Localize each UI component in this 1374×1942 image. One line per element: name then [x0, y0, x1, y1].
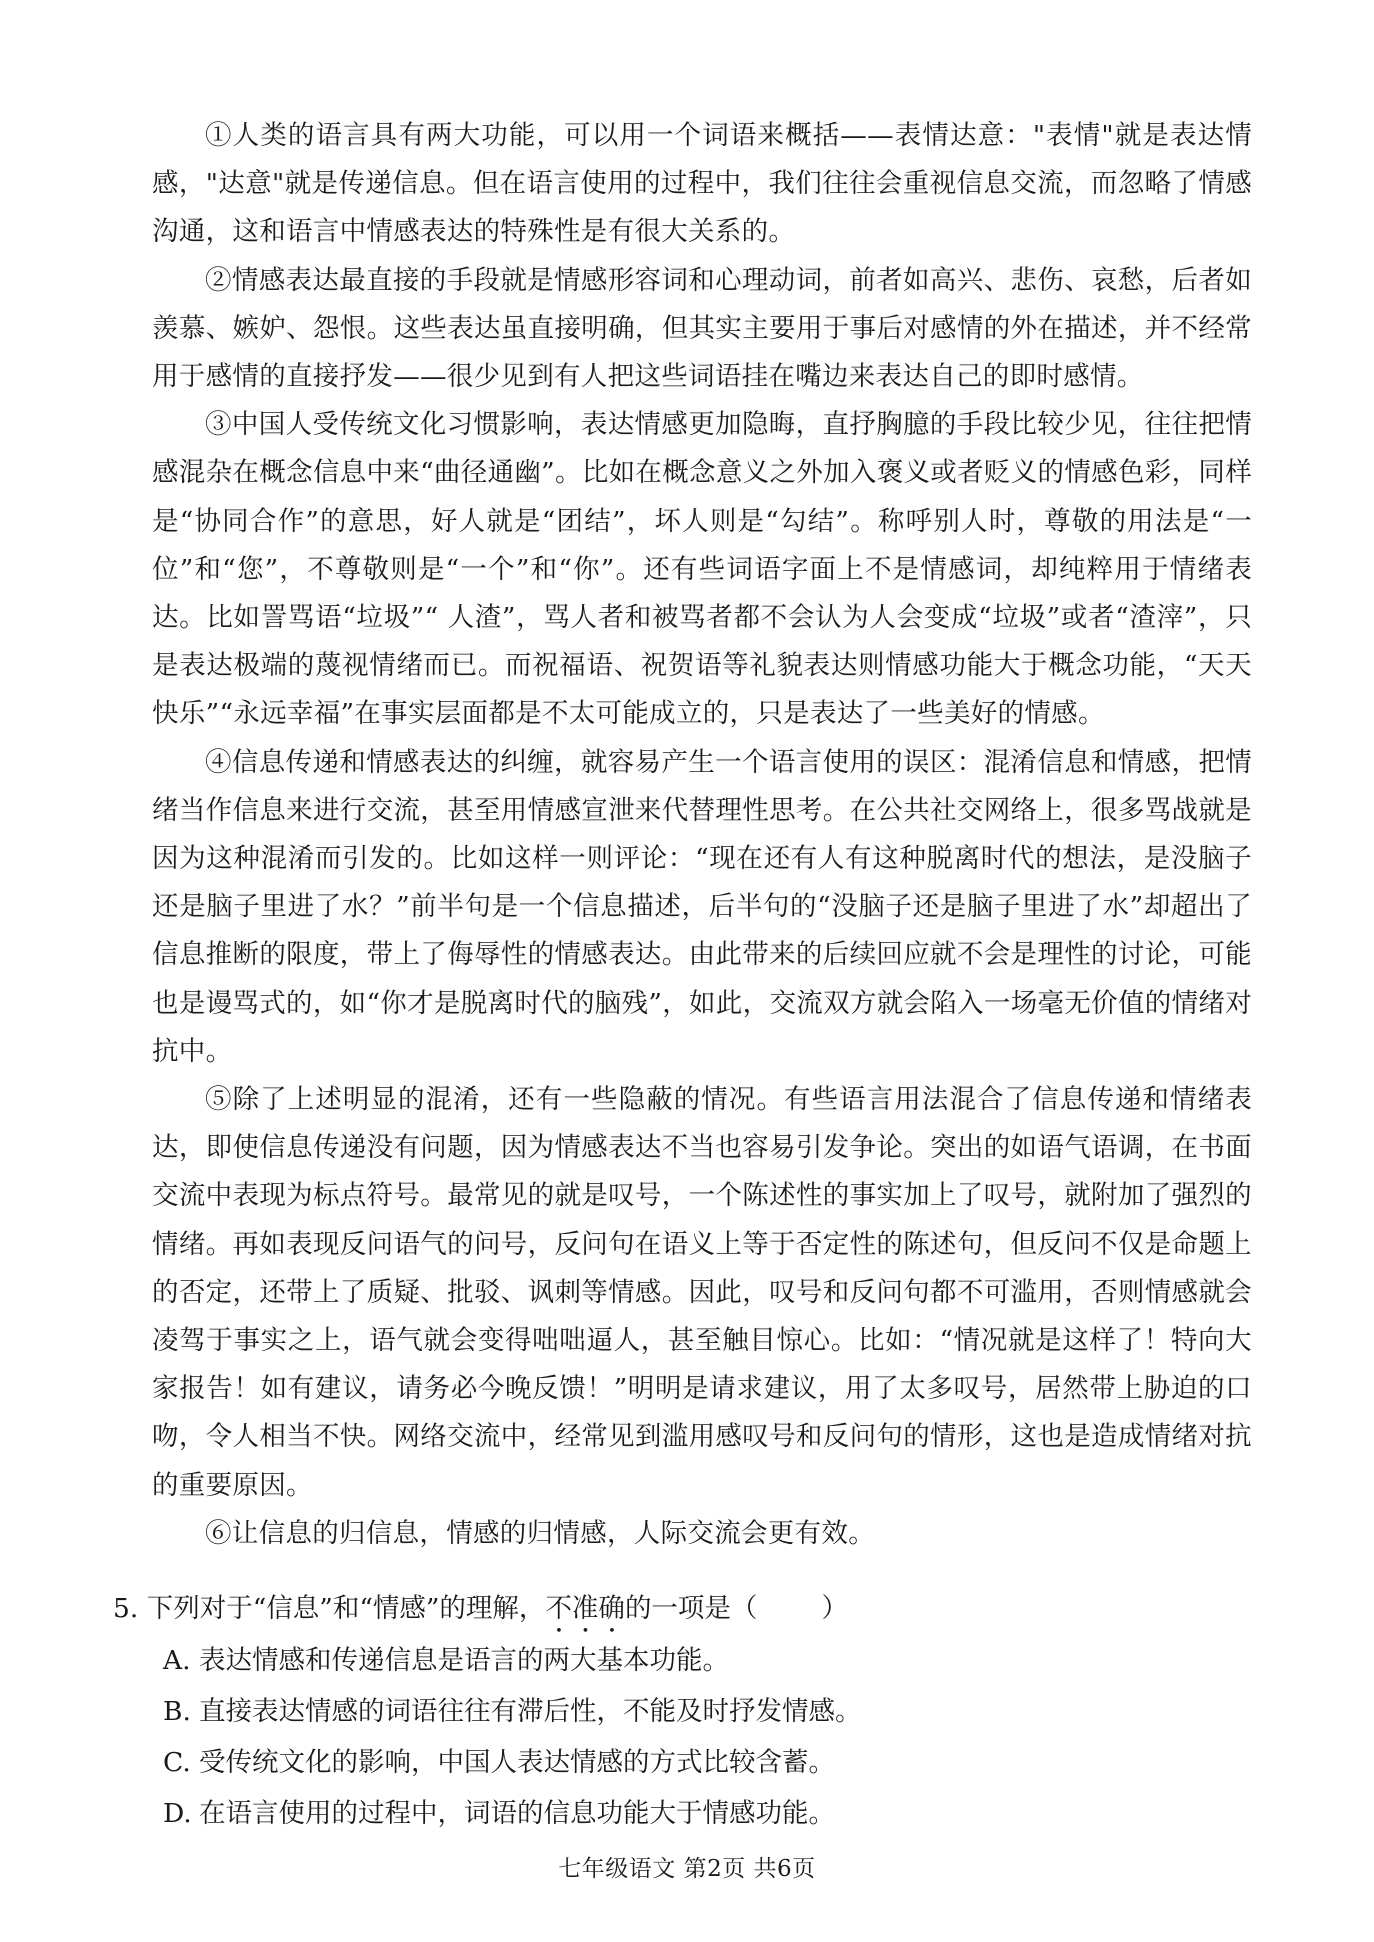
option-letter: B. [163, 1696, 191, 1727]
option-letter: A. [163, 1645, 191, 1676]
option-d[interactable] [163, 1788, 1253, 1839]
option-text: 受传统文化的影响，中国人表达情感的方式比较含蓄。 [199, 1747, 835, 1778]
stem-close: ） [821, 1593, 848, 1624]
question-stem [113, 1583, 1253, 1635]
question-number: 5. [113, 1593, 139, 1624]
passage-paragraph-3: ③中国人受传统文化习惯影响，表达情感更加隐晦，直抒胸臆的手段比较少见，往往把情感混杂在概念信息中来“曲径通幽”。比如在概念意义之外加入褒义或者贬义的情感色彩，同样是“协同合作”的意思，好人就是“团结”，坏人则是“勾结”。称呼别人时，尊敬的用法是“一位”和“您”，不尊敬则是“一个”和“你”。还有些词语字面上不是情感词，却纯粹用于情绪表达。比如詈骂语“垃圾”“ 人渣”，骂人者和被骂者都不会认为人会变成“垃圾”或者“渣滓”，只是表达极端的蔑视情绪而已。而祝福语、祝贺语等礼貌表达则情感功能大于概念功能，“天天快乐”“永远幸福”在事实层面都是不太可能成立的，只是表达了一些美好的情感。 [152, 409, 1252, 730]
passage-paragraph-4: ④信息传递和情感表达的纠缠，就容易产生一个语言使用的误区：混淆信息和情感，把情绪当作信息来进行交流，甚至用情感宣泄来代替理性思考。在公共社交网络上，很多骂战就是因为这种混淆而引发的。比如这样一则评论：“现在还有人有这种脱离时代的想法，是没脑子还是脑子里进了水？”前半句是一个信息描述，后半句的“没脑子还是脑子里进了水”却超出了信息推断的限度，带上了侮辱性的情感表达。由此带来的后续回应就不会是理性的讨论，可能也是谩骂式的，如“你才是脱离时代的脑残”，如此，交流双方就会陷入一场毫无价值的情绪对抗中。 [152, 746, 1252, 1067]
option-text: 表达情感和传递信息是语言的两大基本功能。 [199, 1645, 729, 1676]
option-a[interactable] [163, 1635, 1253, 1686]
passage-paragraph-2: ②情感表达最直接的手段就是情感形容词和心理动词，前者如高兴、悲伤、哀愁，后者如羡慕、嫉妒、怨恨。这些表达虽直接明确，但其实主要用于事后对感情的外在描述，并不经常用于感情的直接抒发——很少见到有人把这些词语挂在嘴边来表达自己的即时感情。 [152, 264, 1252, 393]
stem-suffix: 的一项是（ [624, 1593, 758, 1624]
stem-prefix: 下列对于“信息”和“情感”的理解， [146, 1593, 546, 1624]
option-c[interactable] [163, 1737, 1253, 1788]
passage-paragraph-6: ⑥让信息的归信息，情感的归情感，人际交流会更有效。 [205, 1517, 875, 1549]
option-letter: C. [163, 1747, 191, 1778]
passage-paragraph-1: ①人类的语言具有两大功能，可以用一个词语来概括——表情达意："表情"就是表达情感，"达意"就是传递信息。但在语言使用的过程中，我们往往会重视信息交流，而忽略了情感沟通，这和语言中情感表达的特殊性是有很大关系的。 [152, 120, 1252, 248]
page-footer: 七年级语文 第2页 共6页 [558, 1856, 816, 1882]
answer-options [113, 1635, 1253, 1839]
option-b[interactable] [163, 1686, 1253, 1737]
question-5 [113, 1583, 1253, 1839]
reading-passage [152, 112, 1252, 1558]
option-text: 在语言使用的过程中，词语的信息功能大于情感功能。 [199, 1798, 835, 1829]
option-letter: D. [163, 1798, 192, 1829]
option-text: 直接表达情感的词语往往有滞后性，不能及时抒发情感。 [199, 1696, 862, 1727]
stem-emphasis: 不准确 [545, 1593, 625, 1624]
passage-paragraph-5: ⑤除了上述明显的混淆，还有一些隐蔽的情况。有些语言用法混合了信息传递和情绪表达，即使信息传递没有问题，因为情感表达不当也容易引发争论。突出的如语气语调，在书面交流中表现为标点符号。最常见的就是叹号，一个陈述性的事实加上了叹号，就附加了强烈的情绪。再如表现反问语气的问号，反问句在语义上等于否定性的陈述句，但反问不仅是命题上的否定，还带上了质疑、批驳、讽刺等情感。因此，叹号和反问句都不可滥用，否则情感就会凌驾于事实之上，语气就会变得咄咄逼人，甚至触目惊心。比如：“情况就是这样了！特向大家报告！如有建议，请务必今晚反馈！”明明是请求建议，用了太多叹号，居然带上胁迫的口吻，令人相当不快。网络交流中，经常见到滥用感叹号和反问句的情形，这也是造成情绪对抗的重要原因。 [152, 1084, 1252, 1501]
